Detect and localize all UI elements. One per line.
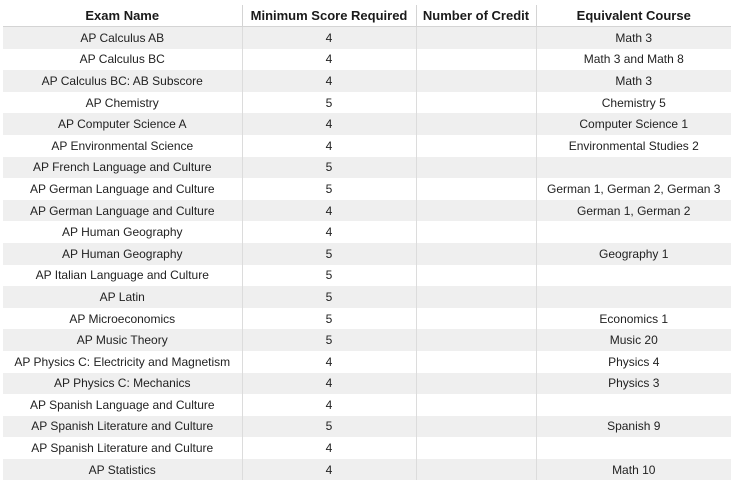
exam-name-cell[interactable]: AP Spanish Language and Culture (3, 394, 242, 416)
equivalent-course-cell[interactable]: Physics 4 (536, 351, 731, 373)
number-of-credit-cell[interactable] (416, 394, 536, 416)
equivalent-course-cell[interactable]: Music 20 (536, 329, 731, 351)
minimum-score-cell[interactable]: 4 (242, 437, 416, 459)
exam-name-cell[interactable]: AP Calculus BC: AB Subscore (3, 70, 242, 92)
number-of-credit-cell[interactable] (416, 329, 536, 351)
exam-name-cell[interactable]: AP Physics C: Mechanics (3, 373, 242, 395)
header-minimum-score[interactable]: Minimum Score Required (242, 5, 416, 27)
exam-name-cell[interactable]: AP Computer Science A (3, 113, 242, 135)
minimum-score-cell[interactable]: 4 (242, 113, 416, 135)
minimum-score-cell[interactable]: 5 (242, 286, 416, 308)
table-row (3, 70, 731, 92)
number-of-credit-cell[interactable] (416, 373, 536, 395)
equivalent-course-cell[interactable]: Chemistry 5 (536, 92, 731, 114)
minimum-score-cell[interactable]: 5 (242, 92, 416, 114)
number-of-credit-cell[interactable] (416, 135, 536, 157)
table-row (3, 373, 731, 395)
header-equivalent-course[interactable]: Equivalent Course (536, 5, 731, 27)
number-of-credit-cell[interactable] (416, 221, 536, 243)
number-of-credit-cell[interactable] (416, 113, 536, 135)
minimum-score-cell[interactable]: 4 (242, 394, 416, 416)
minimum-score-cell[interactable]: 5 (242, 243, 416, 265)
minimum-score-cell[interactable]: 4 (242, 351, 416, 373)
equivalent-course-cell[interactable] (536, 157, 731, 179)
equivalent-course-cell[interactable]: Math 3 (536, 27, 731, 49)
equivalent-course-cell[interactable]: Math 3 (536, 70, 731, 92)
table-row (3, 329, 731, 351)
table-row (3, 27, 731, 49)
table-row (3, 221, 731, 243)
table-row (3, 265, 731, 287)
equivalent-course-cell[interactable]: Spanish 9 (536, 416, 731, 438)
minimum-score-cell[interactable]: 4 (242, 27, 416, 49)
header-number-of-credit[interactable]: Number of Credit (416, 5, 536, 27)
exam-name-cell[interactable]: AP Statistics (3, 459, 242, 481)
exam-name-cell[interactable]: AP Human Geography (3, 221, 242, 243)
exam-name-cell[interactable]: AP Spanish Literature and Culture (3, 437, 242, 459)
minimum-score-cell[interactable]: 5 (242, 157, 416, 179)
exam-name-cell[interactable]: AP German Language and Culture (3, 178, 242, 200)
minimum-score-cell[interactable]: 5 (242, 416, 416, 438)
table-row (3, 92, 731, 114)
number-of-credit-cell[interactable] (416, 200, 536, 222)
number-of-credit-cell[interactable] (416, 416, 536, 438)
equivalent-course-cell[interactable]: Physics 3 (536, 373, 731, 395)
minimum-score-cell[interactable]: 5 (242, 265, 416, 287)
number-of-credit-cell[interactable] (416, 351, 536, 373)
number-of-credit-cell[interactable] (416, 243, 536, 265)
minimum-score-cell[interactable]: 4 (242, 373, 416, 395)
number-of-credit-cell[interactable] (416, 437, 536, 459)
number-of-credit-cell[interactable] (416, 70, 536, 92)
exam-name-cell[interactable]: AP Calculus BC (3, 49, 242, 71)
ap-credit-table-container (3, 5, 731, 480)
number-of-credit-cell[interactable] (416, 286, 536, 308)
equivalent-course-cell[interactable]: Math 10 (536, 459, 731, 481)
equivalent-course-cell[interactable]: German 1, German 2 (536, 200, 731, 222)
minimum-score-cell[interactable]: 5 (242, 178, 416, 200)
exam-name-cell[interactable]: AP German Language and Culture (3, 200, 242, 222)
number-of-credit-cell[interactable] (416, 92, 536, 114)
table-row (3, 286, 731, 308)
equivalent-course-cell[interactable]: German 1, German 2, German 3 (536, 178, 731, 200)
table-row (3, 157, 731, 179)
equivalent-course-cell[interactable]: Environmental Studies 2 (536, 135, 731, 157)
table-row (3, 135, 731, 157)
number-of-credit-cell[interactable] (416, 157, 536, 179)
table-row (3, 394, 731, 416)
table-row (3, 437, 731, 459)
exam-name-cell[interactable]: AP Calculus AB (3, 27, 242, 49)
table-row (3, 416, 731, 438)
minimum-score-cell[interactable]: 5 (242, 329, 416, 351)
minimum-score-cell[interactable]: 4 (242, 221, 416, 243)
exam-name-cell[interactable]: AP Latin (3, 286, 242, 308)
exam-name-cell[interactable]: AP Physics C: Electricity and Magnetism (3, 351, 242, 373)
equivalent-course-cell[interactable] (536, 394, 731, 416)
minimum-score-cell[interactable]: 5 (242, 308, 416, 330)
number-of-credit-cell[interactable] (416, 265, 536, 287)
equivalent-course-cell[interactable]: Computer Science 1 (536, 113, 731, 135)
minimum-score-cell[interactable]: 4 (242, 200, 416, 222)
table-row (3, 351, 731, 373)
exam-name-cell[interactable]: AP Chemistry (3, 92, 242, 114)
equivalent-course-cell[interactable]: Geography 1 (536, 243, 731, 265)
table-body (3, 27, 731, 481)
exam-name-cell[interactable]: AP Spanish Literature and Culture (3, 416, 242, 438)
exam-name-cell[interactable]: AP Environmental Science (3, 135, 242, 157)
equivalent-course-cell[interactable] (536, 437, 731, 459)
equivalent-course-cell[interactable] (536, 221, 731, 243)
table-row (3, 113, 731, 135)
exam-name-cell[interactable]: AP Music Theory (3, 329, 242, 351)
equivalent-course-cell[interactable] (536, 265, 731, 287)
table-row (3, 459, 731, 481)
minimum-score-cell[interactable]: 4 (242, 459, 416, 481)
exam-name-cell[interactable]: AP French Language and Culture (3, 157, 242, 179)
number-of-credit-cell[interactable] (416, 27, 536, 49)
equivalent-course-cell[interactable]: Math 3 and Math 8 (536, 49, 731, 71)
number-of-credit-cell[interactable] (416, 49, 536, 71)
header-row (3, 5, 731, 27)
table-row (3, 308, 731, 330)
minimum-score-cell[interactable]: 4 (242, 135, 416, 157)
minimum-score-cell[interactable]: 4 (242, 49, 416, 71)
minimum-score-cell[interactable]: 4 (242, 70, 416, 92)
table-header (3, 5, 731, 27)
equivalent-course-cell[interactable]: Economics 1 (536, 308, 731, 330)
table-row (3, 200, 731, 222)
table-row (3, 178, 731, 200)
exam-name-cell[interactable]: AP Italian Language and Culture (3, 265, 242, 287)
table-row (3, 49, 731, 71)
exam-name-cell[interactable]: AP Human Geography (3, 243, 242, 265)
number-of-credit-cell[interactable] (416, 459, 536, 481)
number-of-credit-cell[interactable] (416, 308, 536, 330)
ap-credit-table (3, 5, 731, 480)
equivalent-course-cell[interactable] (536, 286, 731, 308)
header-exam-name[interactable]: Exam Name (3, 5, 242, 27)
exam-name-cell[interactable]: AP Microeconomics (3, 308, 242, 330)
number-of-credit-cell[interactable] (416, 178, 536, 200)
table-row (3, 243, 731, 265)
